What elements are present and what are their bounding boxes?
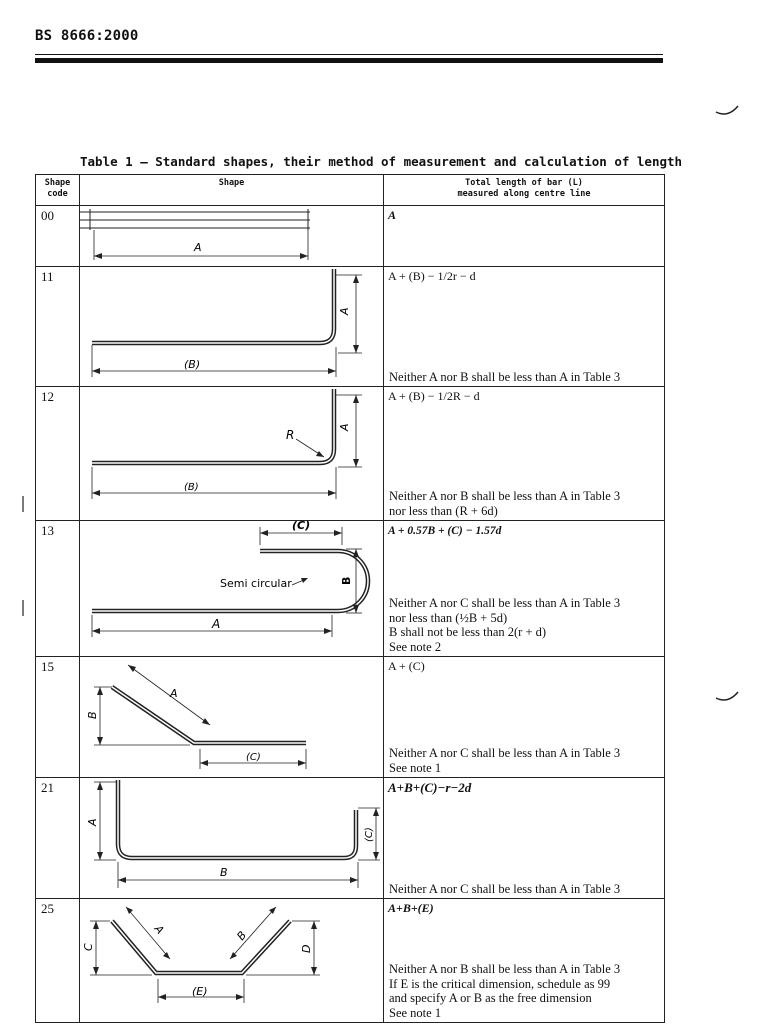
- margin-tick-1: [20, 496, 26, 514]
- shape-diagram: [80, 521, 384, 657]
- shape-21-diagram: [80, 778, 382, 897]
- dimension-e-label: (E): [192, 985, 208, 998]
- dimension-b-label: B: [340, 576, 353, 585]
- dimension-a-label: A: [86, 818, 99, 826]
- formula-note: Neither A nor C shall be less than A in Table 3 nor less than (½B + 5d) B shall not be less than 2(r + d) See note 2: [389, 596, 621, 654]
- scan-mark-bottom: [712, 686, 742, 706]
- length-formula: A+B+(C)−r−2d Neither A nor C shall be less than A in Table 3: [384, 778, 665, 899]
- shape-code: 25: [36, 899, 80, 1023]
- length-formula: A+B+(E) Neither A nor B shall be less than A in Table 3 If E is the critical dimension, schedule as 99 and specify A or B as the free dimension See note 1: [384, 899, 665, 1023]
- dimension-a-label: A: [338, 423, 351, 431]
- table-row: [36, 267, 665, 387]
- shape-diagram: [80, 267, 384, 387]
- table-header-row: [36, 175, 665, 206]
- dimension-c-label: (C): [246, 752, 261, 763]
- dimension-c-label: (C): [292, 521, 311, 532]
- dimension-b-label: B: [220, 866, 228, 879]
- dimension-c-label: (C): [364, 827, 375, 842]
- shape-00-diagram: [80, 206, 382, 265]
- dimension-a-label: A: [194, 241, 202, 254]
- length-formula: A + 0.57B + (C) − 1.57d Neither A nor C shall be less than A in Table 3 nor less than (½B + 5d) B shall not be less than 2(r + d) See note 2: [384, 521, 665, 657]
- shape-12-diagram: [80, 387, 382, 519]
- formula-note: Neither A nor B shall be less than A in Table 3 If E is the critical dimension, schedule as 99 and specify A or B as the free dimension See note 1: [389, 962, 621, 1020]
- shape-25-diagram: [80, 899, 382, 1021]
- dimension-c-label: C: [82, 943, 95, 951]
- dimension-b-label: B: [86, 711, 99, 719]
- table-row: [36, 387, 665, 521]
- dimension-a-label: A: [151, 922, 167, 937]
- shape-15-diagram: [80, 657, 382, 776]
- shape-code: 11: [36, 267, 80, 387]
- scan-mark-top: [712, 100, 742, 120]
- shape-code: 13: [36, 521, 80, 657]
- formula-note: Neither A nor B shall be less than A in Table 3: [389, 369, 621, 384]
- table-title: Table 1 — Standard shapes, their method of measurement and calculation of length: [80, 154, 683, 169]
- dimension-a-label: A: [338, 307, 351, 315]
- length-formula: A + (B) − 1/2r − d Neither A nor B shall be less than A in Table 3: [384, 267, 665, 387]
- formula-note: Neither A nor C shall be less than A in Table 3: [389, 881, 621, 896]
- shape-diagram: [80, 387, 384, 521]
- table-row: [36, 778, 665, 899]
- shape-diagram: [80, 899, 384, 1023]
- shape-code: 15: [36, 657, 80, 778]
- length-formula: A: [384, 206, 665, 267]
- dimension-a-label: A: [170, 687, 178, 700]
- dimension-a-label: A: [212, 617, 221, 631]
- shape-code: 12: [36, 387, 80, 521]
- shape-diagram: [80, 778, 384, 899]
- table-row: [36, 206, 665, 267]
- header-shape-code: Shape code: [36, 175, 80, 206]
- shape-code: 00: [36, 206, 80, 267]
- shape-11-diagram: [80, 267, 382, 385]
- shape-code: 21: [36, 778, 80, 899]
- formula-note: Neither A nor B shall be less than A in Table 3 nor less than (R + 6d): [389, 489, 621, 518]
- length-formula: A + (B) − 1/2R − d Neither A nor B shall be less than A in Table 3 nor less than (R + 6d): [384, 387, 665, 521]
- header-total-length: Total length of bar (L) measured along centre line: [384, 175, 665, 206]
- dimension-b-label: (B): [184, 482, 199, 493]
- formula-note: Neither A nor C shall be less than A in Table 3 See note 1: [389, 746, 621, 775]
- header-shape: Shape: [80, 175, 384, 206]
- radius-label: R: [286, 428, 295, 442]
- document-header: BS 8666:2000: [35, 28, 139, 44]
- shape-diagram: [80, 206, 384, 267]
- table-row: [36, 521, 665, 657]
- shape-diagram: [80, 657, 384, 778]
- table-row: [36, 657, 665, 778]
- dimension-b-label: B: [234, 928, 250, 943]
- semi-circular-label: Semi circular: [220, 577, 292, 590]
- shape-13-diagram: [80, 521, 382, 655]
- margin-tick-2: [20, 600, 26, 618]
- length-formula: A + (C) Neither A nor C shall be less than A in Table 3 See note 1: [384, 657, 665, 778]
- dimension-b-label: (B): [184, 358, 201, 371]
- table-row: [36, 899, 665, 1023]
- header-rule-thin: [35, 54, 663, 55]
- shapes-table: [35, 174, 665, 1023]
- dimension-d-label: D: [300, 944, 313, 953]
- header-rule-thick: [35, 58, 663, 63]
